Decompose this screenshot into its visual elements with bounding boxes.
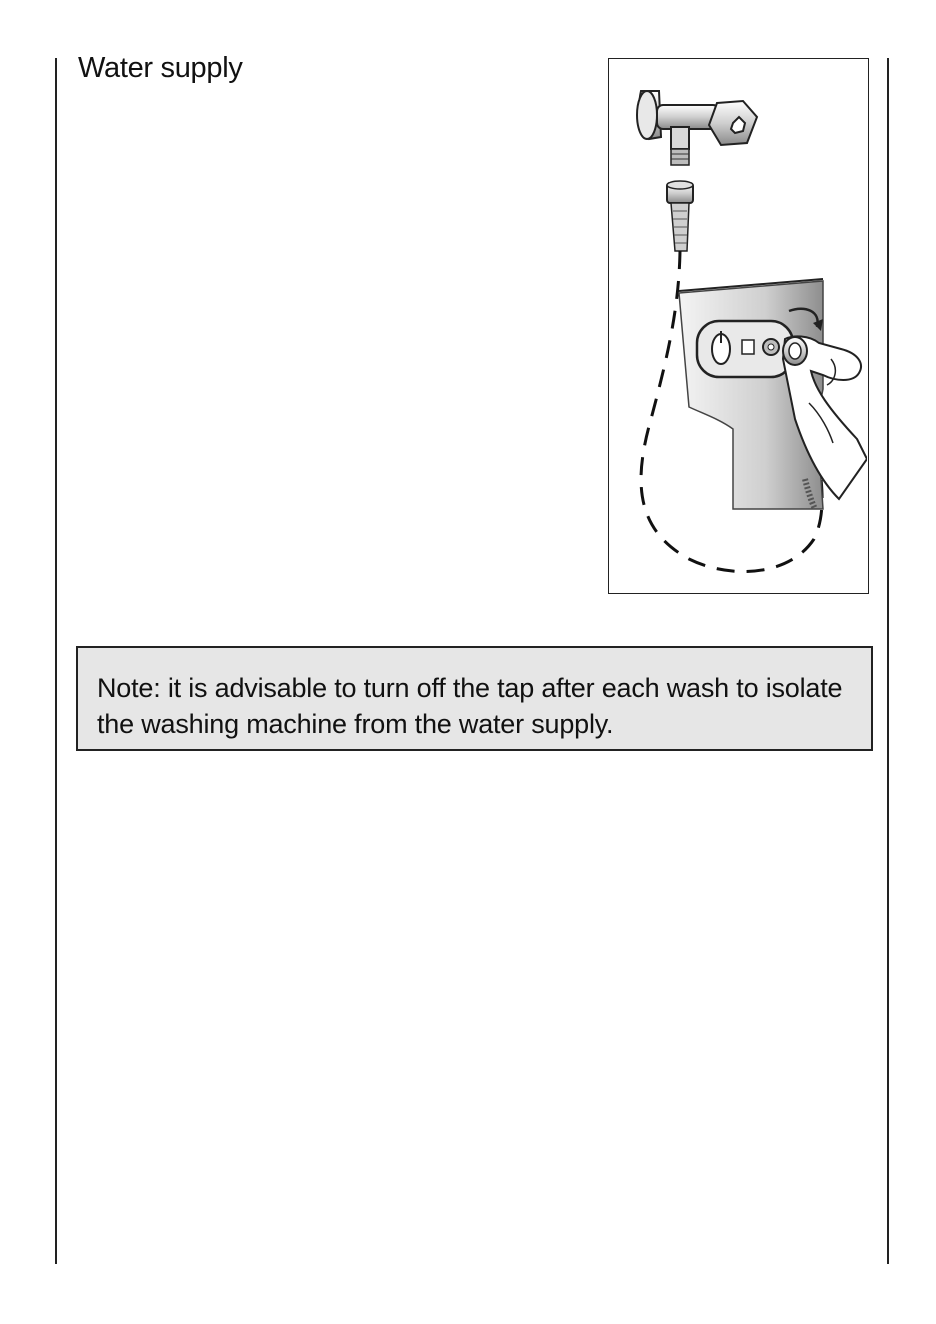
water-tap-icon	[637, 91, 757, 165]
note-text: Note: it is advisable to turn off the tap after each wash to isolate the washing machine from the water supply.	[97, 673, 843, 739]
section-title: Water supply	[78, 52, 243, 84]
left-margin-rule	[55, 58, 57, 1264]
note-box	[76, 646, 873, 751]
inlet-hose-icon	[667, 181, 693, 251]
right-margin-rule	[887, 58, 889, 1264]
water-connection-illustration	[608, 58, 869, 594]
